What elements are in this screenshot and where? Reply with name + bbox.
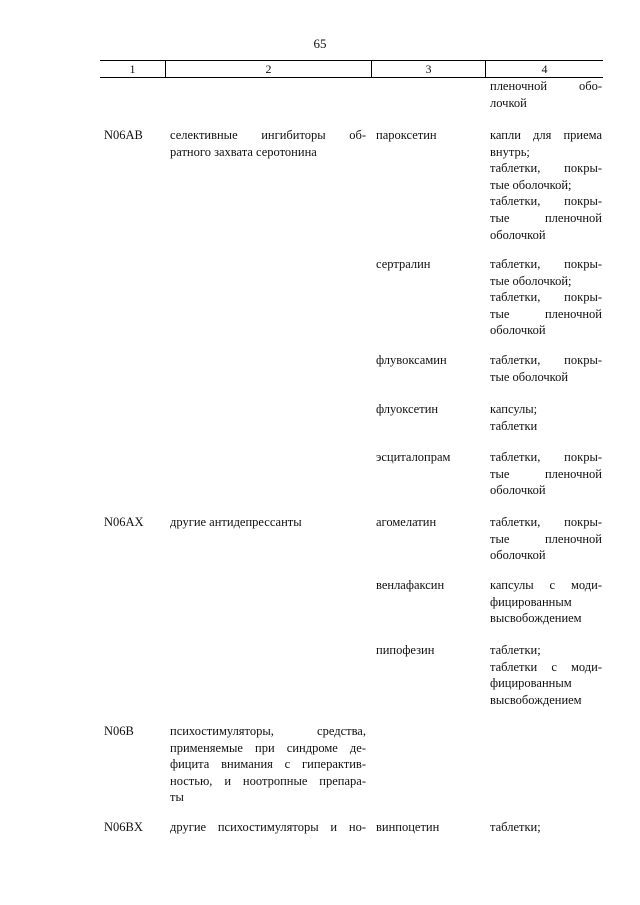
drug-name: эсциталопрам [376,450,451,464]
drug-name: винпоцетин [376,820,440,834]
continuation-form-cell [490,78,602,111]
text-line: таблетки, покры- [490,194,602,209]
text-line: психостимуляторы, средства, [170,724,366,738]
text-line: применяемые при синдроме де- [170,740,366,755]
header-col-1: 1 [129,62,136,76]
text-line: капли для приема [490,128,602,142]
text-line: таблетки, покры- [490,450,602,464]
text-line: таблетки с моди- [490,659,602,674]
header-col-3: 3 [425,62,432,76]
dosage-form [490,577,602,627]
drug-name: сертралин [376,257,431,271]
text-line: тые пленочной [490,531,602,546]
atc-group-name [170,723,366,806]
atc-code: N06AB [104,128,143,142]
atc-code: N06BX [104,820,143,834]
header-col-2: 2 [265,62,272,76]
text-line: капсулы с моди- [490,578,602,592]
text-line: оболочкой [490,323,546,338]
dosage-form [490,352,602,385]
text-line: другие психостимуляторы и но- [170,820,366,834]
drug-name: флуоксетин [376,402,439,416]
text-line: тые пленочной [490,466,602,481]
text-line: тые пленочной [490,306,602,321]
header-col-4: 4 [541,62,548,76]
text-line: ты [170,790,184,805]
text-line: оболочкой [490,548,546,563]
atc-group-name [170,514,366,531]
text-line: ностью, и ноотропные препара- [170,773,366,788]
text-line: таблетки, покры- [490,257,602,271]
drug-name: пипофезин [376,643,435,657]
drug-name: венлафаксин [376,578,445,592]
text-line: тые пленочной [490,210,602,225]
page-number: 65 [313,36,327,51]
text-line: капсулы; [490,402,538,416]
text-line: фицированным [490,594,572,609]
dosage-form [490,449,602,499]
table-header [100,60,603,78]
text-line: селективные ингибиторы об- [170,128,366,142]
text-line: оболочкой [490,227,546,242]
drug-name: пароксетин [376,128,437,142]
text-line: внутрь; [490,144,530,159]
text-line: другие антидепрессанты [170,515,302,529]
text-line: оболочкой [490,483,546,498]
atc-code: N06AX [104,515,144,529]
atc-group-name [170,819,366,836]
dosage-form [490,642,602,708]
dosage-form [490,256,602,339]
text-line: тые оболочкой [490,369,569,384]
drug-name: флувоксамин [376,353,447,367]
text-line: таблетки, покры- [490,290,602,305]
text-line: тые оболочкой; [490,177,572,192]
atc-code: N06B [104,724,134,738]
text-line: пленочной обо- [490,79,602,93]
text-line: таблетки [490,418,538,433]
text-line: лочкой [490,95,527,110]
text-line: тые оболочкой; [490,273,572,288]
text-line: фицированным [490,676,572,691]
text-line: таблетки, покры- [490,161,602,176]
text-line: фицита внимания с гиперактив- [170,757,366,772]
text-line: ратного захвата серотонина [170,144,317,159]
atc-group-name [170,127,366,160]
dosage-form [490,401,602,434]
dosage-form [490,819,602,836]
text-line: таблетки, покры- [490,515,602,529]
text-line: высвобождением [490,611,582,626]
dosage-form [490,514,602,564]
text-line: таблетки; [490,643,541,657]
text-line: таблетки; [490,820,541,834]
text-line: высвобождением [490,692,582,707]
drug-name: агомелатин [376,515,437,529]
dosage-form [490,127,602,243]
text-line: таблетки, покры- [490,353,602,367]
